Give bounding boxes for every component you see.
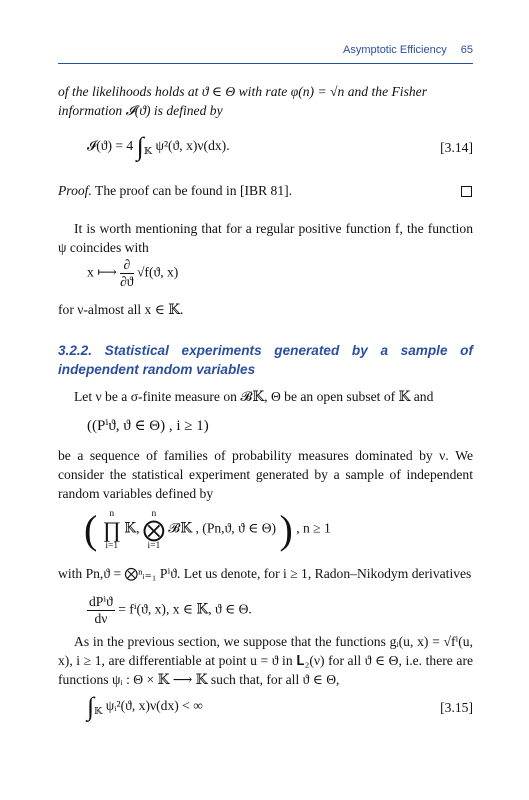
section-heading: 3.2.2. Statistical experiments generated by a sample of independent random variables — [58, 343, 473, 377]
proof-text: The proof can be found in [IBR 81]. — [95, 183, 293, 198]
equation-3-15 — [87, 692, 203, 722]
rn-fraction — [87, 594, 115, 627]
eq315-number: [3.15] — [440, 700, 473, 715]
eq314-body: ψ²(ϑ, x)ν(dx). — [155, 138, 230, 154]
exp-prod-bottom: i=1 — [105, 540, 119, 551]
proof-line — [58, 181, 473, 200]
exp-ot-top: n — [151, 508, 157, 519]
paragraph-fisher — [58, 82, 473, 120]
exp-k: 𝕂, — [124, 520, 140, 536]
equation-family: ((Pⁱϑ, ϑ ∈ Θ) , i ≥ 1) — [87, 418, 209, 434]
paragraph-measure: Let ν be a σ-finite measure on 𝓑𝕂, Θ be an open subset of 𝕂 and — [74, 389, 434, 404]
equation-map — [87, 257, 178, 290]
eq314-domain: 𝕂 — [143, 146, 153, 157]
paragraph-differentiable: As in the previous section, we suppose that the functions gᵢ(u, x) = √fⁱ(u, x), i ≥ 1, are differentiable at point u = ϑ in 𝐋₂(ν) for all ϑ ∈ Θ, i.e. there are functions ψᵢ : Θ × 𝕂 ⟶ 𝕂 such that, for all ϑ ∈ Θ, — [58, 634, 473, 687]
map-left: x ⟼ — [87, 264, 117, 280]
fisher-line-1: of the likelihoods holds at ϑ ∈ Θ with rate φ(n) = √n and the Fisher — [58, 84, 427, 99]
eq315-domain: 𝕂 — [94, 706, 103, 717]
map-right: √f(ϑ, x) — [136, 264, 179, 280]
rn-den: dν — [94, 611, 108, 626]
proof-label: Proof. — [58, 183, 92, 198]
exp-prod-top: n — [109, 508, 115, 519]
eq315-body: ψᵢ²(ϑ, x)ν(dx) < ∞ — [105, 698, 203, 714]
equation-radon-nikodym — [87, 594, 252, 627]
exp-mid: 𝓑𝕂 , (Pn,ϑ, ϑ ∈ Θ) — [168, 520, 277, 536]
equation-experiment — [84, 506, 331, 554]
exp-product — [103, 509, 121, 551]
exp-close: ) — [279, 507, 293, 552]
exp-ot-bottom: i=1 — [147, 540, 161, 551]
map-fraction — [120, 257, 133, 290]
paragraph-psi: It is worth mentioning that for a regular positive function f, the function ψ coincides with — [58, 221, 473, 255]
exp-prod-symbol: ∏ — [102, 516, 121, 542]
eq314-lhs: 𝓘(ϑ) = 4 — [87, 138, 134, 154]
paragraph-radon: with Pn,ϑ = ⨂ⁿᵢ₌₁ Pⁱϑ. Let us denote, for i ≥ 1, Radon–Nikodym derivatives — [58, 566, 472, 581]
exp-tail: , n ≥ 1 — [296, 520, 331, 536]
eq314-number: [3.14] — [440, 140, 473, 155]
exp-open: ( — [84, 507, 98, 552]
qed-square — [461, 186, 472, 197]
header-rule — [58, 63, 473, 64]
header-title: Asymptotic Efficiency — [343, 44, 447, 56]
map-num: ∂ — [120, 257, 133, 274]
eq314-integral: ∫ — [136, 132, 144, 161]
page-number: 65 — [460, 44, 473, 56]
paragraph-almost-all: for ν-almost all x ∈ 𝕂. — [58, 302, 184, 317]
fisher-line-2: information 𝓘(ϑ) is defined by — [58, 103, 223, 118]
paragraph-sequence: be a sequence of families of probability measures dominated by ν. We consider the statistical experiment generated by a sample of independent random variables defined by — [58, 448, 473, 501]
exp-otimes — [143, 509, 165, 551]
map-den: ∂ϑ — [120, 274, 134, 289]
eq315-integral: ∫ — [87, 692, 95, 721]
rn-num: dPⁱϑ — [89, 594, 113, 609]
rn-rhs: = fⁱ(ϑ, x), x ∈ 𝕂, ϑ ∈ Θ. — [118, 601, 252, 617]
running-header — [58, 44, 473, 62]
equation-3-14 — [87, 132, 230, 162]
exp-ot-symbol: ⨂ — [142, 516, 165, 542]
